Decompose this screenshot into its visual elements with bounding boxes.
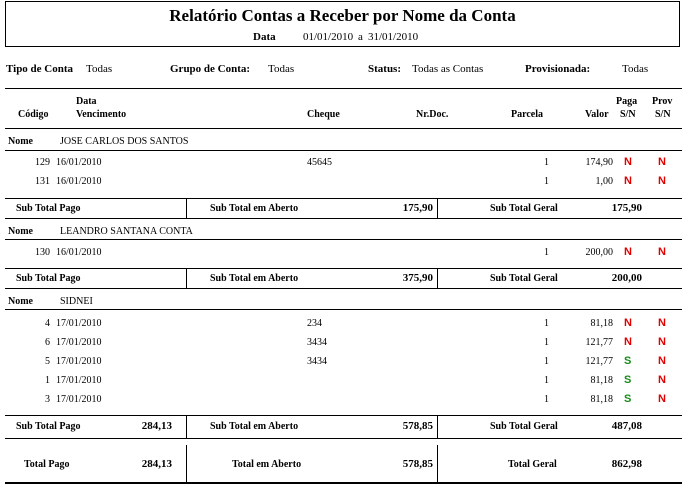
group-name-divider xyxy=(5,239,682,240)
col-codigo: Código xyxy=(18,109,49,120)
filter-tipo-value: Todas xyxy=(86,63,113,75)
cell-codigo: 3 xyxy=(45,394,50,405)
cell-cheque: 3434 xyxy=(307,337,327,348)
cell-data: 16/01/2010 xyxy=(56,157,102,168)
col-cheque: Cheque xyxy=(307,109,340,120)
cell-prov: N xyxy=(658,246,666,258)
columns-divider xyxy=(5,128,682,129)
cell-paga: S xyxy=(624,374,632,386)
date-separator: a xyxy=(358,31,363,43)
filter-status-value: Todas as Contas xyxy=(412,63,484,75)
cell-valor: 1,00 xyxy=(595,176,613,187)
subtotal-pago-value: 284,13 xyxy=(141,420,172,432)
cell-valor: 121,77 xyxy=(585,337,613,348)
subtotal-bottom-line xyxy=(5,288,682,289)
col-prov-line1: Prov xyxy=(652,96,673,107)
subtotal-top-line xyxy=(5,198,682,199)
group-name-label: Nome xyxy=(8,296,33,307)
cell-cheque: 45645 xyxy=(307,157,332,168)
filter-grupo-value: Todas xyxy=(268,63,295,75)
total-geral-label: Total Geral xyxy=(508,459,557,470)
date-to: 31/01/2010 xyxy=(368,31,419,43)
cell-codigo: 6 xyxy=(45,337,50,348)
total-aberto-label: Total em Aberto xyxy=(232,459,302,470)
cell-paga: N xyxy=(624,246,632,258)
cell-codigo: 4 xyxy=(45,318,50,329)
subtotal-divider xyxy=(437,268,438,289)
cell-prov: N xyxy=(658,355,666,367)
cell-paga: N xyxy=(624,317,632,329)
cell-valor: 81,18 xyxy=(590,318,613,329)
cell-paga: S xyxy=(624,355,632,367)
cell-parcela: 1 xyxy=(544,356,549,367)
cell-valor: 81,18 xyxy=(590,375,613,386)
col-paga-line1: Paga xyxy=(616,96,638,107)
total-pago-value: 284,13 xyxy=(141,458,172,470)
cell-valor: 121,77 xyxy=(585,356,613,367)
cell-parcela: 1 xyxy=(544,375,549,386)
group-name-label: Nome xyxy=(8,226,33,237)
total-geral-value: 862,98 xyxy=(611,458,642,470)
subtotal-aberto-value: 375,90 xyxy=(402,272,433,284)
filter-tipo-label: Tipo de Conta xyxy=(6,63,74,75)
cell-data: 17/01/2010 xyxy=(56,337,102,348)
subtotal-bottom-line xyxy=(5,218,682,219)
report-title: Relatório Contas a Receber por Nome da Conta xyxy=(169,6,516,25)
filter-grupo-label: Grupo de Conta: xyxy=(170,63,251,75)
cell-prov: N xyxy=(658,336,666,348)
col-valor: Valor xyxy=(585,109,609,120)
cell-valor: 81,18 xyxy=(590,394,613,405)
group-name: LEANDRO SANTANA CONTA xyxy=(60,226,193,237)
subtotal-aberto-label: Sub Total em Aberto xyxy=(210,203,299,214)
date-from: 01/01/2010 xyxy=(303,31,354,43)
subtotal-top-line xyxy=(5,268,682,269)
cell-paga: N xyxy=(624,156,632,168)
cell-cheque: 3434 xyxy=(307,356,327,367)
filter-status-label: Status: xyxy=(368,63,402,75)
subtotal-aberto-label: Sub Total em Aberto xyxy=(210,273,299,284)
subtotal-divider xyxy=(186,198,187,219)
subtotal-divider xyxy=(437,415,438,439)
group-name: JOSE CARLOS DOS SANTOS xyxy=(60,136,189,147)
totals-divider xyxy=(186,445,187,483)
col-data-line2: Vencimento xyxy=(76,109,127,120)
subtotal-geral-label: Sub Total Geral xyxy=(490,203,558,214)
col-paga-line2: S/N xyxy=(620,109,636,120)
cell-data: 17/01/2010 xyxy=(56,318,102,329)
date-label: Data xyxy=(253,31,276,43)
cell-codigo: 1 xyxy=(45,375,50,386)
group-name-divider xyxy=(5,309,682,310)
subtotal-divider xyxy=(437,198,438,219)
cell-parcela: 1 xyxy=(544,337,549,348)
group-name-divider xyxy=(5,150,682,151)
cell-parcela: 1 xyxy=(544,394,549,405)
subtotal-geral-label: Sub Total Geral xyxy=(490,421,558,432)
group-name-label: Nome xyxy=(8,136,33,147)
total-pago-label: Total Pago xyxy=(24,459,70,470)
total-aberto-value: 578,85 xyxy=(402,458,433,470)
filter-divider xyxy=(5,88,682,89)
cell-paga: N xyxy=(624,175,632,187)
cell-prov: N xyxy=(658,393,666,405)
cell-cheque: 234 xyxy=(307,318,322,329)
subtotal-divider xyxy=(186,415,187,439)
cell-data: 16/01/2010 xyxy=(56,247,102,258)
col-prov-line2: S/N xyxy=(655,109,671,120)
filter-prov-value: Todas xyxy=(622,63,649,75)
cell-paga: S xyxy=(624,393,632,405)
cell-parcela: 1 xyxy=(544,247,549,258)
report-header xyxy=(5,1,680,47)
subtotal-aberto-value: 578,85 xyxy=(402,420,433,432)
cell-valor: 200,00 xyxy=(585,247,613,258)
totals-divider xyxy=(437,445,438,483)
subtotal-aberto-label: Sub Total em Aberto xyxy=(210,421,299,432)
subtotal-pago-label: Sub Total Pago xyxy=(16,203,81,214)
cell-parcela: 1 xyxy=(544,318,549,329)
subtotal-geral-value: 175,90 xyxy=(611,202,642,214)
subtotal-bottom-line xyxy=(5,438,682,439)
cell-codigo: 5 xyxy=(45,356,50,367)
subtotal-geral-value: 487,08 xyxy=(611,420,642,432)
cell-data: 17/01/2010 xyxy=(56,394,102,405)
cell-data: 17/01/2010 xyxy=(56,375,102,386)
cell-prov: N xyxy=(658,374,666,386)
subtotal-pago-label: Sub Total Pago xyxy=(16,273,81,284)
filter-prov-label: Provisionada: xyxy=(525,63,591,75)
cell-data: 16/01/2010 xyxy=(56,176,102,187)
cell-prov: N xyxy=(658,175,666,187)
cell-data: 17/01/2010 xyxy=(56,356,102,367)
subtotal-aberto-value: 175,90 xyxy=(402,202,433,214)
cell-valor: 174,90 xyxy=(585,157,613,168)
cell-prov: N xyxy=(658,317,666,329)
cell-parcela: 1 xyxy=(544,176,549,187)
cell-codigo: 131 xyxy=(35,176,50,187)
group-name: SIDNEI xyxy=(60,296,93,307)
col-nrdoc: Nr.Doc. xyxy=(416,109,449,120)
subtotal-pago-label: Sub Total Pago xyxy=(16,421,81,432)
subtotal-geral-label: Sub Total Geral xyxy=(490,273,558,284)
totals-bottom-line xyxy=(5,482,682,484)
subtotal-top-line xyxy=(5,415,682,416)
cell-codigo: 129 xyxy=(35,157,50,168)
subtotal-geral-value: 200,00 xyxy=(611,272,642,284)
col-parcela: Parcela xyxy=(511,109,544,120)
cell-paga: N xyxy=(624,336,632,348)
cell-prov: N xyxy=(658,156,666,168)
subtotal-divider xyxy=(186,268,187,289)
cell-parcela: 1 xyxy=(544,157,549,168)
cell-codigo: 130 xyxy=(35,247,50,258)
col-data-line1: Data xyxy=(76,96,97,107)
